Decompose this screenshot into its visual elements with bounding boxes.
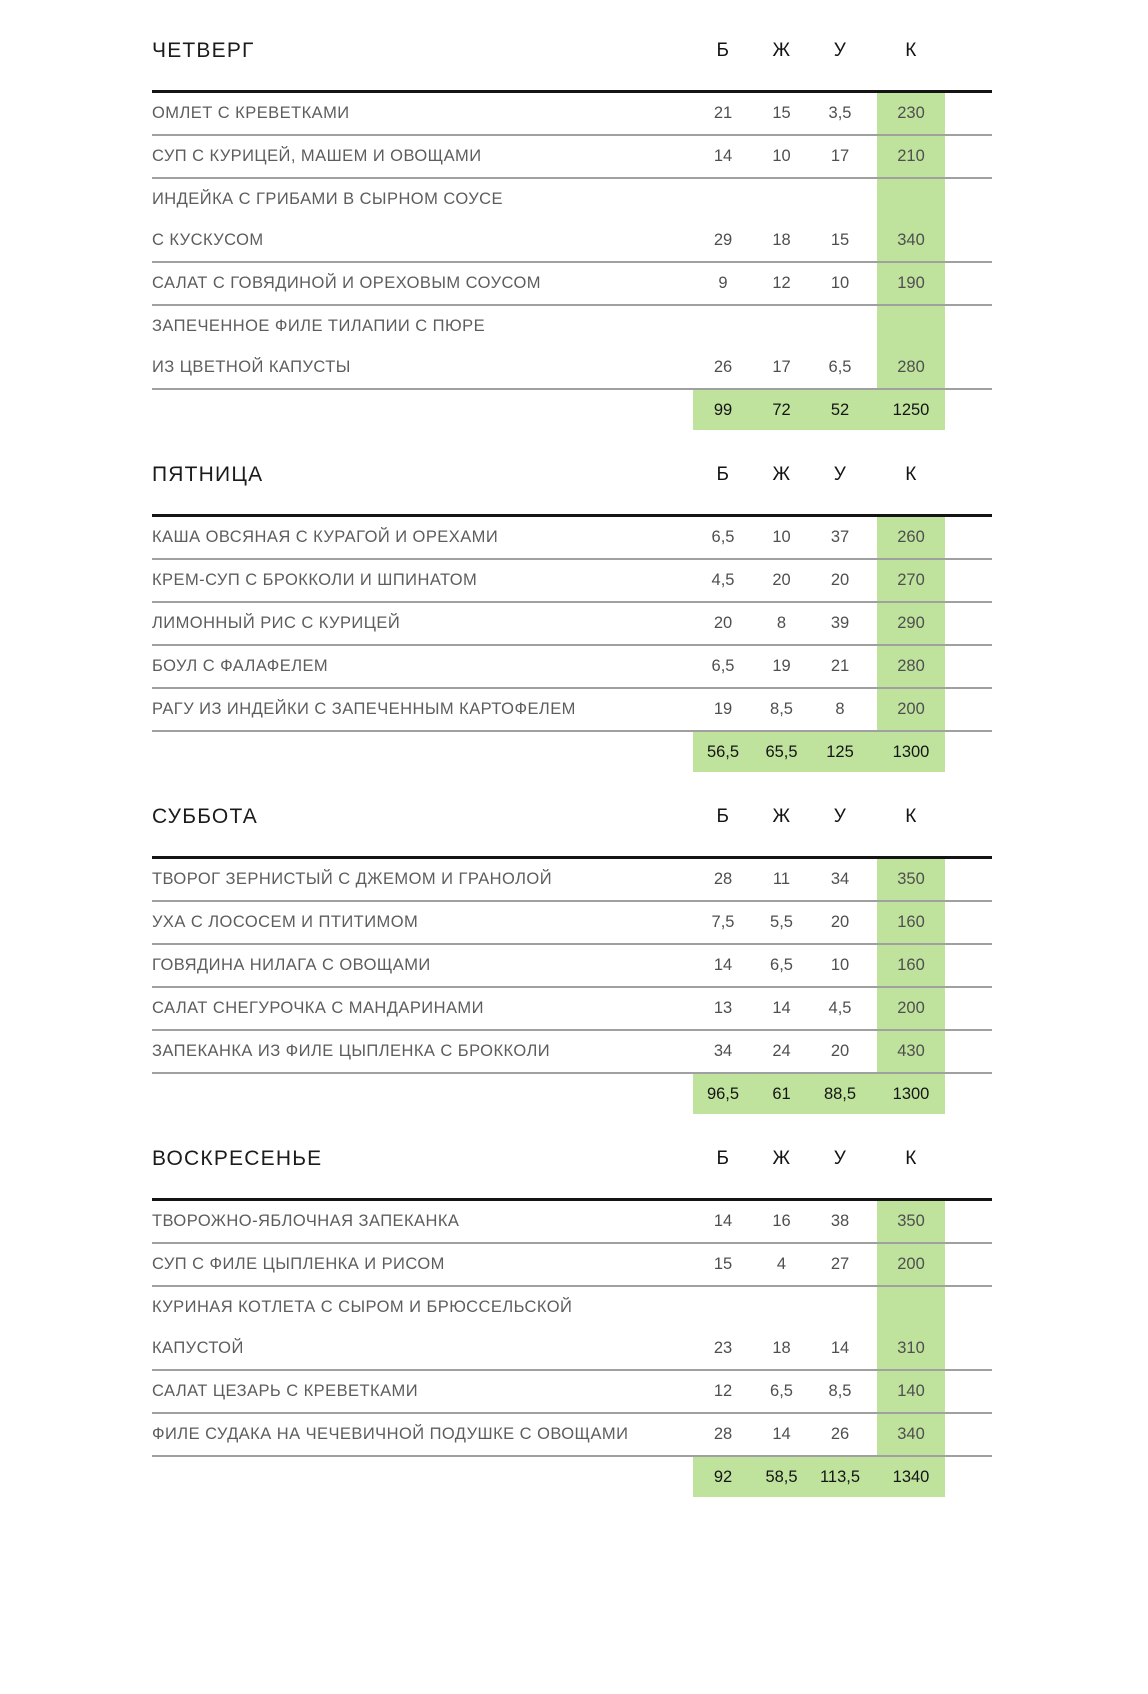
dish-value-b: 4,5	[711, 571, 735, 589]
dish-row	[152, 1031, 992, 1074]
dish-row	[152, 1244, 992, 1287]
dish-value-zh: 8	[776, 614, 787, 632]
column-header-u: У	[833, 40, 847, 61]
dish-name-line: САЛАТ СНЕГУРОЧКА С МАНДАРИНАМИ	[152, 999, 484, 1017]
dish-value-zh: 17	[772, 358, 791, 376]
dish-value-k: 290	[897, 614, 925, 632]
dish-value-u: 20	[830, 913, 850, 931]
dish-name-line: КАША ОВСЯНАЯ С КУРАГОЙ И ОРЕХАМИ	[152, 528, 499, 546]
dish-value-b: 15	[713, 1255, 733, 1273]
dish-value-k: 190	[897, 274, 925, 292]
dish-value-k: 160	[897, 913, 925, 931]
day-section	[152, 1138, 992, 1497]
dish-value-k: 310	[897, 1339, 925, 1357]
dish-value-u: 17	[830, 147, 850, 165]
day-title: СУББОТА	[152, 805, 259, 828]
dish-value-b: 6,5	[711, 657, 735, 675]
dish-value-zh: 5,5	[770, 913, 793, 931]
dish-value-k: 210	[897, 147, 925, 165]
dish-name-line: ЛИМОННЫЙ РИС С КУРИЦЕЙ	[152, 614, 401, 632]
dish-name-line: ЗАПЕКАНКА ИЗ ФИЛЕ ЦЫПЛЕНКА С БРОККОЛИ	[152, 1042, 551, 1060]
dish-name	[152, 1287, 694, 1369]
column-header-u: У	[833, 806, 847, 827]
dish-row	[152, 517, 992, 560]
dish-row	[152, 560, 992, 603]
dish-name	[152, 988, 694, 1029]
dish-name	[152, 306, 694, 388]
day-rows	[152, 517, 992, 772]
dish-name	[152, 517, 694, 558]
dish-value-k: 230	[897, 104, 925, 122]
dish-row	[152, 1371, 992, 1414]
dish-value-zh: 19	[772, 657, 791, 675]
dish-value-k: 280	[897, 358, 925, 376]
dish-value-u: 37	[830, 528, 850, 546]
dish-name	[152, 603, 694, 644]
dish-name	[152, 902, 694, 943]
column-header-k: К	[905, 1148, 917, 1169]
column-header-zh: Ж	[772, 464, 791, 485]
dish-name	[152, 1414, 694, 1455]
dish-value-zh: 4	[776, 1255, 787, 1273]
dish-name	[152, 93, 694, 134]
column-header-zh: Ж	[772, 40, 791, 61]
dish-row	[152, 306, 992, 390]
dish-value-k: 200	[897, 1255, 925, 1273]
dish-name-line: ТВОРОЖНО-ЯБЛОЧНАЯ ЗАПЕКАНКА	[152, 1212, 460, 1230]
total-value-k: 1300	[892, 742, 930, 761]
dish-value-b: 29	[713, 231, 733, 249]
total-value-b: 99	[713, 400, 733, 419]
column-header-k: К	[905, 806, 917, 827]
dish-name	[152, 1201, 694, 1242]
column-header-k: К	[905, 40, 917, 61]
dish-value-k: 430	[897, 1042, 925, 1060]
dish-name	[152, 1244, 694, 1285]
dish-value-b: 26	[713, 358, 733, 376]
column-header-b: Б	[716, 1148, 730, 1169]
dish-value-u: 15	[830, 231, 850, 249]
dish-name-line: ФИЛЕ СУДАКА НА ЧЕЧЕВИЧНОЙ ПОДУШКЕ С ОВОЩАМИ	[152, 1425, 629, 1443]
dish-name	[152, 1371, 694, 1412]
dish-name-line: ТВОРОГ ЗЕРНИСТЫЙ С ДЖЕМОМ И ГРАНОЛОЙ	[152, 870, 553, 888]
dish-name	[152, 945, 694, 986]
day-rows	[152, 93, 992, 430]
dish-value-u: 10	[830, 956, 850, 974]
dish-name-line: ИНДЕЙКА С ГРИБАМИ В СЫРНОМ СОУСЕ	[152, 190, 503, 208]
dish-row	[152, 859, 992, 902]
dish-value-b: 14	[713, 1212, 733, 1230]
total-value-zh: 72	[772, 400, 791, 419]
dish-value-b: 21	[713, 104, 733, 122]
dish-value-k: 160	[897, 956, 925, 974]
dish-name	[152, 263, 694, 304]
day-header-row	[152, 454, 992, 496]
dish-value-k: 350	[897, 1212, 925, 1230]
dish-row	[152, 689, 992, 732]
dish-name	[152, 859, 694, 900]
dish-value-k: 350	[897, 870, 925, 888]
dish-value-k: 260	[897, 528, 925, 546]
column-header-zh: Ж	[772, 1148, 791, 1169]
total-value-zh: 65,5	[765, 742, 798, 761]
dish-value-u: 20	[830, 571, 850, 589]
total-value-k: 1300	[892, 1084, 930, 1103]
dish-value-zh: 12	[772, 274, 791, 292]
dish-value-u: 8	[835, 700, 845, 718]
dish-value-u: 27	[830, 1255, 850, 1273]
dish-value-b: 7,5	[711, 913, 735, 931]
day-header-row	[152, 1138, 992, 1180]
dish-value-zh: 15	[772, 104, 791, 122]
dish-name-line: ЗАПЕЧЕННОЕ ФИЛЕ ТИЛАПИИ С ПЮРЕ	[152, 317, 486, 335]
dish-name-line: КУРИНАЯ КОТЛЕТА С СЫРОМ И БРЮССЕЛЬСКОЙ	[152, 1298, 573, 1316]
dish-name-line: СУП С КУРИЦЕЙ, МАШЕМ И ОВОЩАМИ	[152, 147, 482, 165]
dish-value-k: 340	[897, 1425, 925, 1443]
day-header-row	[152, 30, 992, 72]
column-header-b: Б	[716, 464, 730, 485]
dish-value-u: 14	[830, 1339, 850, 1357]
dish-row	[152, 136, 992, 179]
dish-value-b: 9	[718, 274, 728, 292]
dish-value-u: 21	[830, 657, 850, 675]
dish-value-zh: 8,5	[770, 700, 793, 718]
dish-value-zh: 6,5	[770, 956, 793, 974]
dish-value-u: 4,5	[828, 999, 852, 1017]
dish-value-zh: 10	[772, 528, 791, 546]
dish-value-zh: 20	[772, 571, 791, 589]
total-value-b: 56,5	[706, 742, 740, 761]
dish-name-line: БОУЛ С ФАЛАФЕЛЕМ	[152, 657, 329, 675]
dish-value-k: 340	[897, 231, 925, 249]
dish-row	[152, 902, 992, 945]
dish-value-u: 3,5	[828, 104, 852, 122]
total-value-k: 1250	[892, 400, 930, 419]
dish-row	[152, 1287, 992, 1371]
dish-row	[152, 263, 992, 306]
day-title: ЧЕТВЕРГ	[152, 39, 255, 62]
dish-name-line: С КУСКУСОМ	[152, 231, 264, 249]
dish-value-u: 6,5	[828, 358, 852, 376]
dish-name-line: САЛАТ ЦЕЗАРЬ С КРЕВЕТКАМИ	[152, 1382, 419, 1400]
dish-value-zh: 16	[772, 1212, 791, 1230]
dish-value-k: 140	[897, 1382, 925, 1400]
dish-value-u: 34	[830, 870, 850, 888]
dish-value-u: 10	[830, 274, 850, 292]
day-section	[152, 796, 992, 1114]
dish-value-u: 20	[830, 1042, 850, 1060]
dish-name	[152, 560, 694, 601]
dish-value-u: 38	[830, 1212, 850, 1230]
dish-row	[152, 988, 992, 1031]
day-rows	[152, 859, 992, 1114]
column-header-b: Б	[716, 806, 730, 827]
dish-value-b: 28	[713, 870, 733, 888]
dish-name-line: ГОВЯДИНА НИЛАГА С ОВОЩАМИ	[152, 956, 431, 974]
dish-row	[152, 93, 992, 136]
dish-value-b: 19	[713, 700, 733, 718]
dish-value-k: 200	[897, 700, 925, 718]
dish-name-line: СУП С ФИЛЕ ЦЫПЛЕНКА И РИСОМ	[152, 1255, 445, 1273]
dish-value-b: 14	[713, 147, 733, 165]
dish-name	[152, 689, 694, 730]
day-totals-row	[152, 732, 992, 772]
dish-value-k: 200	[897, 999, 925, 1017]
total-value-zh: 58,5	[765, 1467, 798, 1486]
day-title: ВОСКРЕСЕНЬЕ	[152, 1147, 323, 1170]
dish-name-line: КРЕМ-СУП С БРОККОЛИ И ШПИНАТОМ	[152, 571, 478, 589]
dish-row	[152, 1414, 992, 1457]
dish-name-line: РАГУ ИЗ ИНДЕЙКИ С ЗАПЕЧЕННЫМ КАРТОФЕЛЕМ	[152, 700, 576, 718]
dish-name	[152, 1031, 694, 1072]
day-title: ПЯТНИЦА	[152, 463, 264, 486]
dish-name	[152, 646, 694, 687]
dish-name-line: ИЗ ЦВЕТНОЙ КАПУСТЫ	[152, 358, 351, 376]
dish-name	[152, 136, 694, 177]
dish-value-b: 23	[713, 1339, 733, 1357]
total-value-u: 113,5	[819, 1467, 861, 1486]
dish-value-b: 20	[713, 614, 733, 632]
dish-name-line: САЛАТ С ГОВЯДИНОЙ И ОРЕХОВЫМ СОУСОМ	[152, 274, 541, 292]
dish-value-k: 280	[897, 657, 925, 675]
dish-value-b: 13	[713, 999, 733, 1017]
day-totals-row	[152, 1457, 992, 1497]
column-header-b: Б	[716, 40, 730, 61]
column-header-u: У	[833, 464, 847, 485]
dish-value-zh: 18	[772, 1339, 791, 1357]
dish-row	[152, 179, 992, 263]
dish-row	[152, 646, 992, 689]
dish-value-zh: 18	[772, 231, 791, 249]
day-section	[152, 30, 992, 430]
dish-name	[152, 179, 694, 261]
dish-value-b: 6,5	[711, 528, 735, 546]
column-header-zh: Ж	[772, 806, 791, 827]
dish-row	[152, 1201, 992, 1244]
total-value-u: 52	[830, 400, 850, 419]
dish-value-b: 34	[713, 1042, 733, 1060]
dish-name-line: ОМЛЕТ С КРЕВЕТКАМИ	[152, 104, 350, 122]
dish-name-line: КАПУСТОЙ	[152, 1339, 244, 1357]
column-header-k: К	[905, 464, 917, 485]
dish-row	[152, 603, 992, 646]
day-totals-row	[152, 1074, 992, 1114]
total-value-zh: 61	[772, 1084, 791, 1103]
dish-value-u: 26	[830, 1425, 850, 1443]
day-rows	[152, 1201, 992, 1497]
total-value-k: 1340	[892, 1467, 930, 1486]
dish-value-k: 270	[897, 571, 925, 589]
dish-value-u: 8,5	[828, 1382, 852, 1400]
dish-row	[152, 945, 992, 988]
dish-value-zh: 14	[772, 1425, 791, 1443]
day-totals-row	[152, 390, 992, 430]
total-value-b: 92	[713, 1467, 733, 1486]
dish-name-line: УХА С ЛОСОСЕМ И ПТИТИМОМ	[152, 913, 419, 931]
total-value-b: 96,5	[706, 1084, 740, 1103]
day-header-row	[152, 796, 992, 838]
dish-value-zh: 24	[772, 1042, 791, 1060]
dish-value-u: 39	[830, 614, 850, 632]
dish-value-b: 12	[713, 1382, 733, 1400]
total-value-u: 125	[826, 742, 854, 761]
dish-value-zh: 6,5	[770, 1382, 793, 1400]
day-section	[152, 454, 992, 772]
total-value-u: 88,5	[823, 1084, 857, 1103]
dish-value-b: 28	[713, 1425, 733, 1443]
dish-value-zh: 10	[772, 147, 791, 165]
dish-value-zh: 14	[772, 999, 791, 1017]
dish-value-b: 14	[713, 956, 733, 974]
column-header-u: У	[833, 1148, 847, 1169]
dish-value-zh: 11	[772, 870, 791, 888]
